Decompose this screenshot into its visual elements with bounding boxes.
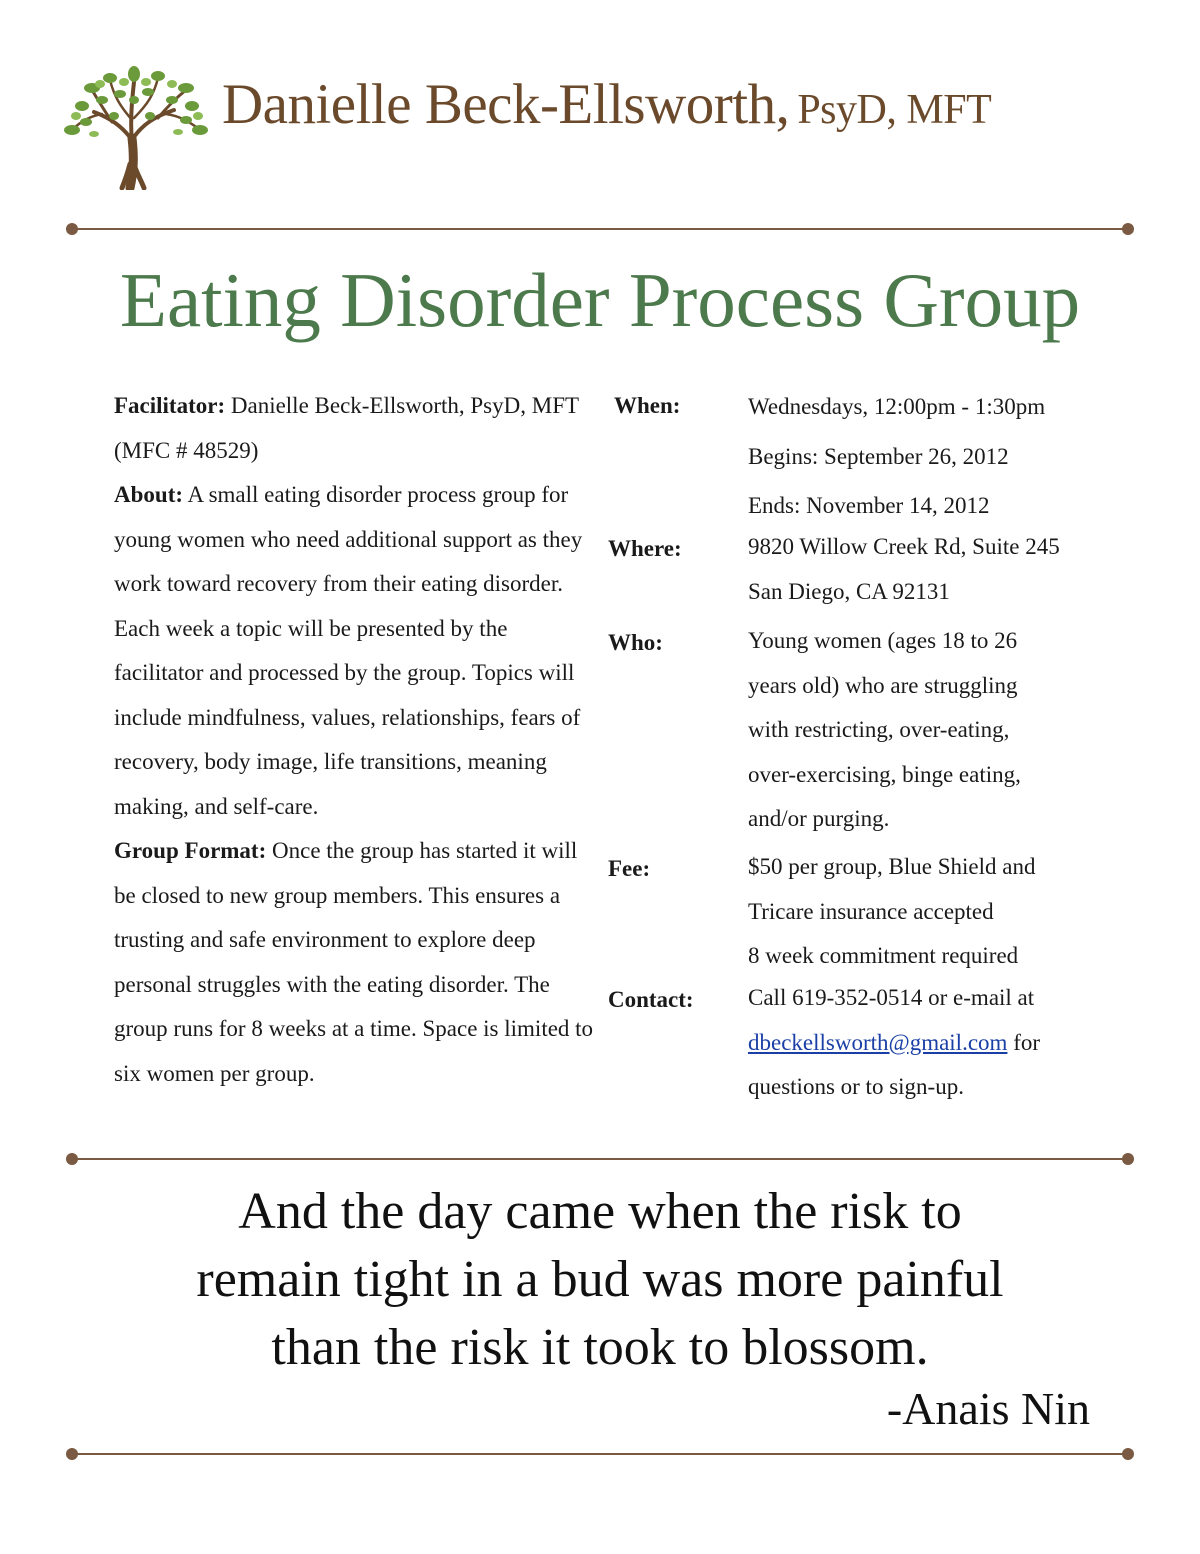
when-ends: Ends: November 14, 2012	[748, 493, 990, 518]
where-value	[748, 525, 1138, 614]
quote-line: remain tight in a bud was more painful	[196, 1251, 1004, 1308]
quote-block	[0, 1178, 1200, 1382]
fee-line: 8 week commitment required	[748, 943, 1019, 968]
middle-divider	[66, 1152, 1134, 1166]
fee-value	[748, 845, 1138, 979]
top-divider	[66, 222, 1134, 236]
about-label: About:	[114, 482, 184, 507]
where-city: San Diego, CA 92131	[748, 578, 950, 604]
who-label: Who:	[608, 630, 663, 655]
about-paragraph	[114, 473, 594, 829]
about-text: A small eating disorder process group for young women who need additional support as they work toward recovery from their eating disorder. Each week a topic will be presented by the facilitator and processed by the group. Topics will include mindfulness, values, relationships, fears of recovery, body image, life transitions, meaning making, and self-care.	[114, 482, 583, 819]
contact-signup-line: questions or to sign-up.	[748, 1074, 964, 1099]
group-format-text: Once the group has started it will be closed to new group members. This ensures a trusting and safe environment to explore deep personal struggles with the eating disorder. The group runs for 8 weeks at a time. Space is limited to six women per group.	[114, 838, 594, 1086]
brand-name	[222, 73, 992, 136]
group-format-paragraph	[114, 829, 594, 1096]
who-line: Young women (ages 18 to 26	[748, 628, 1018, 653]
fee-label: Fee:	[608, 856, 651, 881]
facilitator-paragraph	[114, 384, 594, 473]
who-line: years old) who are struggling	[748, 672, 1018, 698]
when-begins: Begins: September 26, 2012	[748, 443, 1009, 469]
quote-line: than the risk it took to blossom.	[271, 1319, 929, 1376]
who-line: with restricting, over-eating,	[748, 717, 1010, 742]
where-label: Where:	[608, 536, 682, 561]
when-value	[748, 382, 1138, 531]
quote-line: And the day came when the risk to	[238, 1183, 962, 1240]
tree-logo-icon	[62, 60, 212, 190]
when-label: When:	[614, 393, 681, 418]
facilitator-text: Danielle Beck-Ellsworth, PsyD, MFT (MFC # 48529)	[114, 393, 579, 463]
bottom-divider	[66, 1447, 1134, 1461]
when-schedule: Wednesdays, 12:00pm - 1:30pm	[748, 394, 1046, 419]
contact-email-line	[748, 1021, 1138, 1066]
group-format-label: Group Format:	[114, 838, 267, 863]
contact-email-suffix: for	[1007, 1029, 1041, 1055]
who-line: over-exercising, binge eating,	[748, 761, 1021, 787]
who-value	[748, 619, 1138, 842]
where-street: 9820 Willow Creek Rd, Suite 245	[748, 534, 1060, 559]
description-column	[114, 384, 594, 1096]
contact-phone-line: Call 619-352-0514 or e-mail at	[748, 985, 1035, 1010]
contact-value	[748, 976, 1138, 1110]
facilitator-label: Facilitator:	[114, 393, 226, 418]
contact-label: Contact:	[608, 987, 694, 1012]
email-link[interactable]: dbeckellsworth@gmail.com	[748, 1029, 1008, 1055]
quote-author: -Anais Nin	[886, 1383, 1090, 1434]
fee-line: $50 per group, Blue Shield and	[748, 854, 1036, 879]
practitioner-name: Danielle Beck-Ellsworth,	[222, 73, 790, 136]
who-line: and/or purging.	[748, 806, 890, 831]
fee-line: Tricare insurance accepted	[748, 898, 994, 924]
page-title: Eating Disorder Process Group	[119, 257, 1081, 343]
practitioner-credentials: PsyD, MFT	[797, 87, 992, 133]
